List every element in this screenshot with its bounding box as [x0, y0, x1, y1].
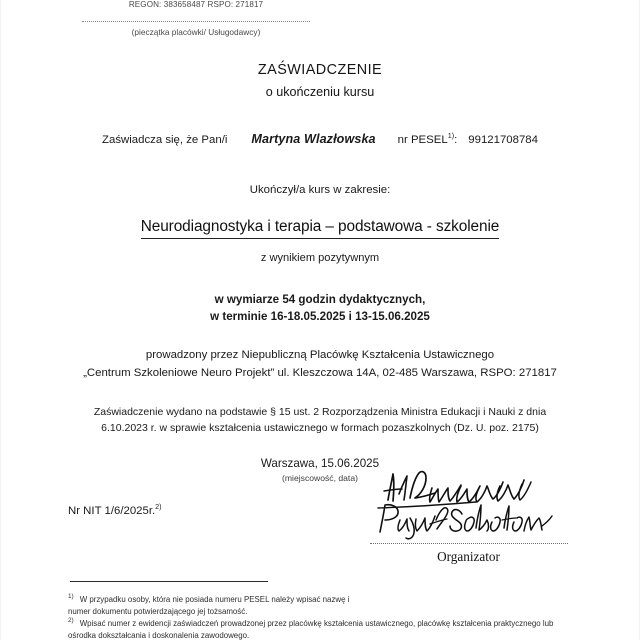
stamp-block — [66, 0, 574, 38]
stamp-dotted-line — [82, 20, 310, 22]
footnote-marker: 1) — [68, 593, 74, 601]
provider-line-1: prowadzony przez Niepubliczną Placówkę Kształcenia Ustawicznego — [145, 349, 495, 361]
signature-block — [366, 464, 571, 576]
issue-place-date: Warszawa, 15.06.2025 — [260, 457, 380, 470]
legal-basis-line-1: Zaświadczenie wydano na podstawie § 15 ust. 2 Rozporządzenia Ministra Edukacji i Nauki z dnia — [93, 406, 547, 418]
person-row — [66, 132, 574, 146]
course-title-text: Neurodiagnostyka i terapia – podstawowa - szkolenie — [141, 218, 500, 239]
footnote-item — [68, 618, 588, 630]
person-prefix: Zaświadcza się, że Pan/i — [102, 134, 228, 146]
footnote-separator-rule — [70, 581, 268, 582]
registry-footnote-marker: 2) — [155, 502, 162, 512]
footnote-text-line-1: W przypadku osoby, która nie posiada numeru PESEL należy wpisać nazwę i — [79, 595, 350, 604]
signature-caption: Organizator — [437, 549, 500, 564]
pesel-value: 99121708784 — [468, 134, 538, 146]
regon-line: REGON: 383658487 RSPO: 271817 — [128, 0, 264, 8]
course-term: w terminie 16-18.05.2025 i 13-15.06.2025 — [210, 309, 430, 323]
footnote-text-line-1: Wpisać numer z ewidencji zaświadczeń prowadzonej przez placówkę kształcenia ustawicznego, placówkę kształcenia praktycznego lub — [79, 618, 554, 628]
legal-basis-line-2: 6.10.2023 r. w sprawie kształcenia ustawicznego w formach pozaszkolnych (Dz. U. poz. 2175) — [101, 422, 539, 434]
footnote-item — [68, 594, 588, 606]
stamp-caption: (pieczątka placówki/ Usługodawcy) — [131, 27, 261, 37]
signature-dotted-line — [370, 542, 568, 544]
course-title — [66, 218, 574, 239]
document-subtitle: o ukończeniu kursu — [265, 85, 375, 99]
pesel-label — [397, 131, 458, 146]
course-intro: Ukończył/a kurs w zakresie: — [249, 184, 391, 196]
registry-number-text: Nr NIT 1/6/2025r. — [68, 505, 156, 517]
document-title: ZAŚWIADCZENIE — [257, 62, 383, 78]
pesel-label-text: nr PESEL — [397, 134, 448, 146]
course-hours: w wymiarze 54 godzin dydaktycznych, — [214, 293, 426, 306]
footnotes-block — [68, 594, 588, 642]
course-result: z wynikiem pozytywnym — [260, 252, 380, 264]
issue-place-date-caption: (miejscowość, data) — [282, 473, 358, 483]
person-name: Martyna Wlazłowska — [251, 132, 376, 146]
provider-line-2: „Centrum Szkoleniowe Neuro Projekt” ul. Kleszczowa 14A, 02-485 Warszawa, RSPO: 271817 — [83, 366, 557, 379]
signature-ink-second — [366, 498, 571, 546]
footnote-text-line-2: ośrodka dokształcania i doskonalenia zawodowego. — [68, 630, 250, 640]
pesel-colon: : — [454, 134, 458, 146]
footnote-text-line-2: numer dokumentu potwierdzającego jej tożsamość. — [68, 606, 248, 616]
footnote-marker: 2) — [68, 617, 74, 625]
pesel-footnote-marker: 1) — [447, 131, 455, 141]
